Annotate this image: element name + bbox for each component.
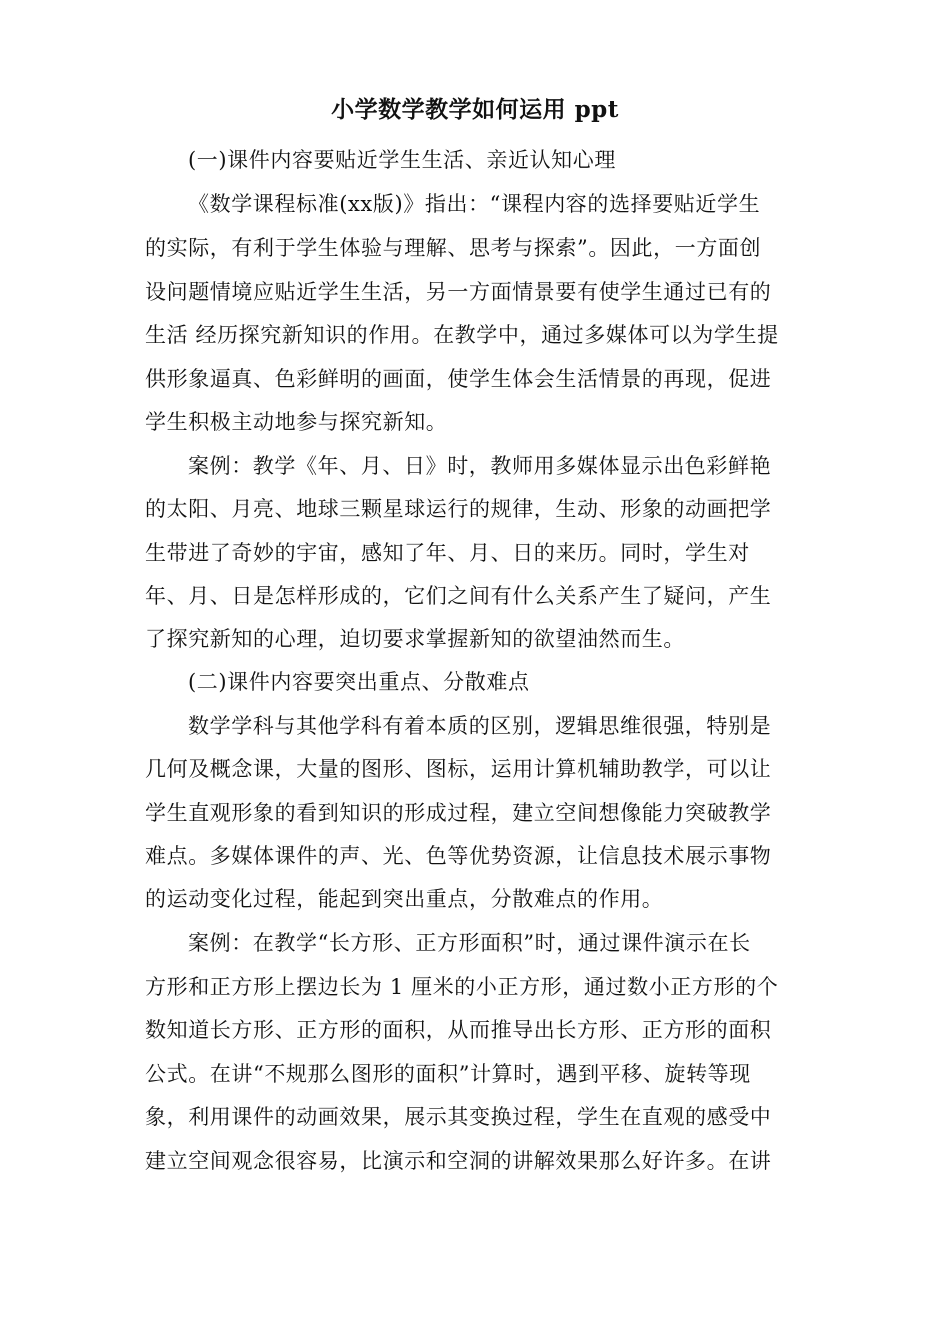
paragraph-line: 生活 经历探究新知识的作用。在教学中，通过多媒体可以为学生提 [145,323,779,347]
paragraph-line: 了探究新知的心理，迫切要求掌握新知的欲望油然而生。 [145,627,685,651]
paragraph-line: 学生积极主动地参与探究新知。 [145,410,448,434]
paragraph-line: 生带进了奇妙的宇宙，感知了年、月、日的来历。同时，学生对 [145,541,750,565]
paragraph-line: 《数学课程标准(xx版)》指出：“课程内容的选择要贴近学生 [188,192,761,216]
paragraph-line: 的运动变化过程，能起到突出重点，分散难点的作用。 [145,887,664,911]
paragraph-line: 象，利用课件的动画效果，展示其变换过程，学生在直观的感受中 [145,1105,772,1129]
paragraph-line: 数知道长方形、正方形的面积，从而推导出长方形、正方形的面积 [145,1018,772,1042]
paragraph-line: 设问题情境应贴近学生生活，另一方面情景要有使学生通过已有的 [145,280,772,304]
paragraph-line: 几何及概念课，大量的图形、图标，运用计算机辅助教学，可以让 [145,757,772,781]
paragraph-line: 难点。多媒体课件的声、光、色等优势资源，让信息技术展示事物 [145,844,772,868]
section-heading: (二)课件内容要突出重点、分散难点 [188,670,530,694]
paragraph-line: 的实际，有利于学生体验与理解、思考与探索”。因此，一方面创 [145,236,762,260]
paragraph-line: 的太阳、月亮、地球三颗星球运行的规律，生动、形象的动画把学 [145,497,772,521]
paragraph-line: 案例：教学《年、月、日》时，教师用多媒体显示出色彩鲜艳 [188,454,772,478]
paragraph-line: 学生直观形象的看到知识的形成过程，建立空间想像能力突破教学 [145,801,772,825]
paragraph-line: 案例：在教学“长方形、正方形面积”时，通过课件演示在长 [188,931,751,955]
paragraph-line: 数学学科与其他学科有着本质的区别，逻辑思维很强，特别是 [188,714,772,738]
paragraph-line: 供形象逼真、色彩鲜明的画面，使学生体会生活情景的再现，促进 [145,367,772,391]
page-title: 小学数学教学如何运用 ppt [331,96,619,123]
paragraph-line: 建立空间观念很容易，比演示和空洞的讲解效果那么好许多。在讲 [145,1149,772,1173]
paragraph-line: 方形和正方形上摆边长为 1 厘米的小正方形，通过数小正方形的个 [145,975,779,999]
paragraph-line: 公式。在讲“不规那么图形的面积”计算时，遇到平移、旋转等现 [145,1062,751,1086]
section-heading: (一)课件内容要贴近学生生活、亲近认知心理 [188,148,616,172]
paragraph-line: 年、月、日是怎样形成的，它们之间有什么关系产生了疑问，产生 [145,584,772,608]
